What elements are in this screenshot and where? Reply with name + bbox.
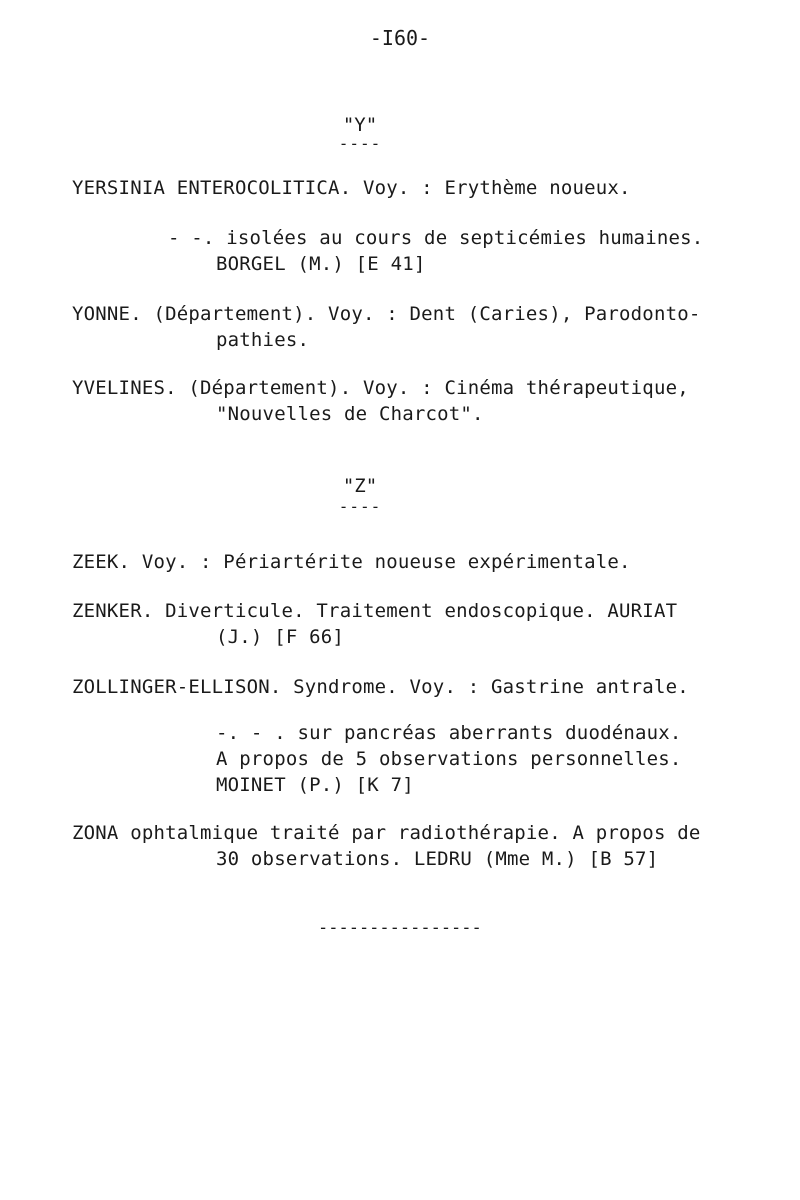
entry-zenker-line-1: ZENKER. Diverticule. Traitement endoscopique. AURIAT xyxy=(72,600,678,622)
section-heading-y: "Y" xyxy=(342,114,378,136)
entry-zollinger-sub-line-3: MOINET (P.) [K 7] xyxy=(216,774,414,796)
end-divider: ---------------- xyxy=(318,918,482,938)
entry-zollinger-line-1: ZOLLINGER-ELLISON. Syndrome. Voy. : Gastrine antrale. xyxy=(72,676,689,698)
entry-yonne-line-1: YONNE. (Département). Voy. : Dent (Caries), Parodonto- xyxy=(72,303,701,325)
entry-zeek-line-1: ZEEK. Voy. : Périartérite noueuse expérimentale. xyxy=(72,551,631,573)
entry-yonne-line-2: pathies. xyxy=(216,329,310,351)
entry-yvelines-line-1: YVELINES. (Département). Voy. : Cinéma thérapeutique, xyxy=(72,377,689,399)
entry-zollinger-sub-line-2: A propos de 5 observations personnelles. xyxy=(216,748,682,770)
page-number: -I60- xyxy=(369,26,431,50)
entry-yersinia-sub-line-1: - -. isolées au cours de septicémies humaines. xyxy=(168,227,704,249)
entry-yersinia-line-1: YERSINIA ENTEROCOLITICA. Voy. : Erythème noueux. xyxy=(72,177,631,199)
section-heading-z: "Z" xyxy=(342,475,378,497)
entry-yvelines-line-2: "Nouvelles de Charcot". xyxy=(216,403,484,425)
entry-zenker-line-2: (J.) [F 66] xyxy=(216,626,345,648)
entry-zona-line-1: ZONA ophtalmique traité par radiothérapie. A propos de xyxy=(72,822,701,844)
section-underline-y: ---- xyxy=(338,134,382,153)
section-underline-z: ---- xyxy=(338,497,382,516)
entry-zona-line-2: 30 observations. LEDRU (Mme M.) [B 57] xyxy=(216,848,659,870)
entry-yersinia-sub-line-2: BORGEL (M.) [E 41] xyxy=(216,253,426,275)
entry-zollinger-sub-line-1: -. - . sur pancréas aberrants duodénaux. xyxy=(216,722,682,744)
